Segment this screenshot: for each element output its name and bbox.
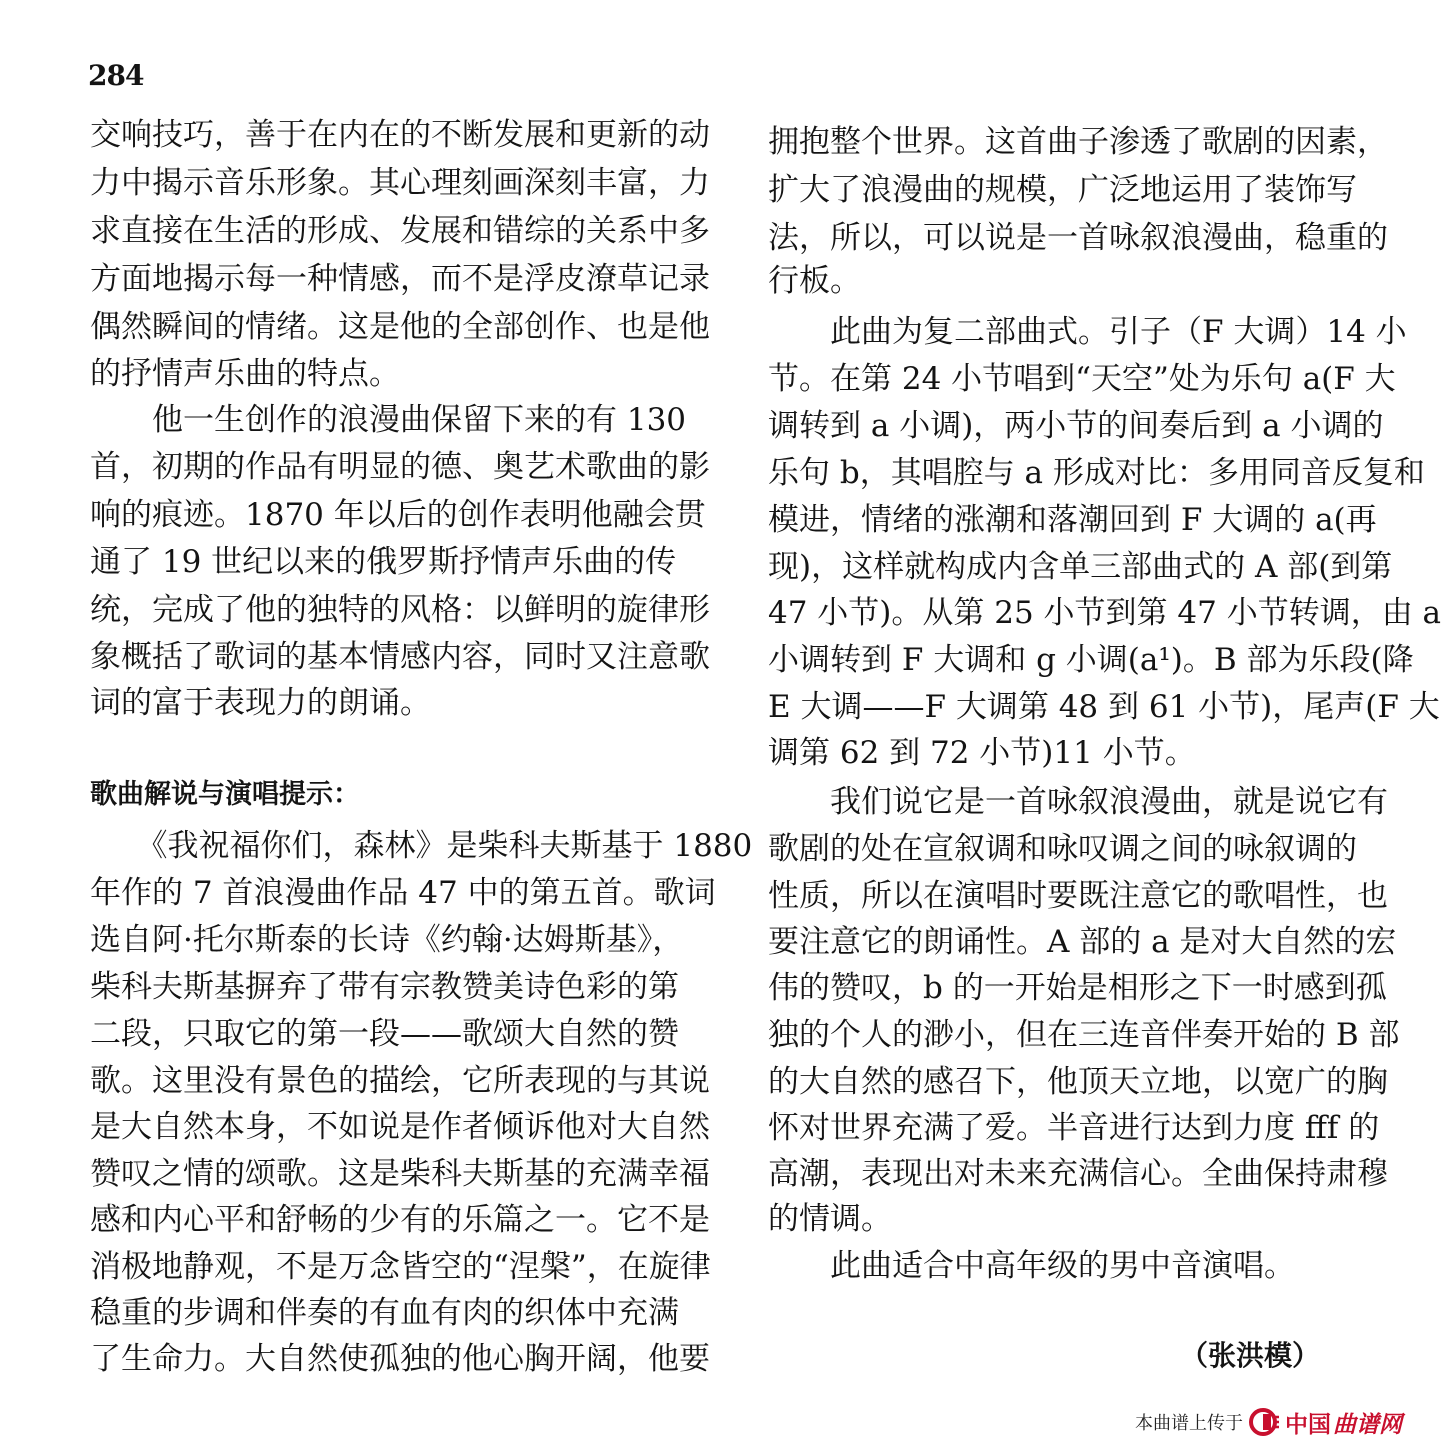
text-line: 调转到 a 小调)，两小节的间奏后到 a 小调的 [768,408,1384,444]
text-line: 了生命力。大自然使孤独的他心胸开阔，他要 [90,1341,710,1377]
text-line: 是大自然本身，不如说是作者倾诉他对大自然 [90,1109,710,1145]
text-line: 二段，只取它的第一段——歌颂大自然的赞 [90,1016,679,1052]
text-line: 乐句 b，其唱腔与 a 形成对比：多用同音反复和 [768,455,1425,491]
upload-text: 本曲谱上传于 [1135,1413,1243,1434]
text-line: 高潮，表现出对未来充满信心。全曲保持肃穆 [768,1156,1388,1192]
text-line: 性质，所以在演唱时要既注意它的歌唱性，也 [768,878,1388,914]
text-line: 稳重的步调和伴奏的有血有肉的织体中充满 [90,1295,679,1331]
text-line: E 大调——F 大调第 48 到 61 小节)，尾声(F 大 [768,689,1440,725]
text-line: 词的富于表现力的朗诵。 [90,685,431,721]
text-line: 小调转到 F 大调和 g 小调(a¹)。B 部为乐段(降 [768,642,1414,678]
text-line: 扩大了浪漫曲的规模，广泛地运用了装饰写 [768,172,1357,208]
author-signature: （张洪模） [1180,1339,1321,1372]
text-line: 年作的 7 首浪漫曲作品 47 中的第五首。歌词 [90,875,716,911]
text-line: 求直接在生活的形成、发展和错综的关系中多 [90,213,710,249]
page-number: 284 [88,59,144,92]
text-line: 的抒情声乐曲的特点。 [90,356,400,392]
text-line: 我们说它是一首咏叙浪漫曲，就是说它有 [768,784,1388,820]
text-line: 的大自然的感召下，他顶天立地，以宽广的胸 [768,1064,1388,1100]
text-line: 消极地静观，不是万念皆空的“涅槃”，在旋律 [90,1249,711,1285]
site-logo-icon [1249,1407,1281,1437]
text-line: 拥抱整个世界。这首曲子渗透了歌剧的因素， [768,124,1388,160]
text-line: 歌。这里没有景色的描绘，它所表现的与其说 [90,1063,710,1099]
text-line: 首，初期的作品有明显的德、奥艺术歌曲的影 [90,449,710,485]
text-line: 行板。 [768,263,861,299]
text-line: 的情调。 [768,1201,892,1237]
text-line: 通了 19 世纪以来的俄罗斯抒情声乐曲的传 [90,544,677,580]
site-name: 曲谱网 [1333,1411,1402,1438]
text-line: 响的痕迹。1870 年以后的创作表明他融会贯 [90,497,706,533]
text-line: 47 小节)。从第 25 小节到第 47 小节转调，由 a [768,595,1442,631]
text-line: 《我祝福你们，森林》是柴科夫斯基于 1880 [90,828,753,864]
section-heading: 歌曲解说与演唱提示： [90,779,360,810]
text-line: 怀对世界充满了爱。半音进行达到力度 fff 的 [768,1110,1380,1146]
text-line: 要注意它的朗诵性。A 部的 a 是对大自然的宏 [768,924,1397,960]
text-line: 偶然瞬间的情绪。这是他的全部创作、也是他 [90,309,710,345]
text-line: 柴科夫斯基摒弃了带有宗教赞美诗色彩的第 [90,969,679,1005]
text-line: 赞叹之情的颂歌。这是柴科夫斯基的充满幸福 [90,1156,710,1192]
text-line: 力中揭示音乐形象。其心理刻画深刻丰富，力 [90,165,710,201]
text-line: 交响技巧，善于在内在的不断发展和更新的动 [90,117,710,153]
text-line: 独的个人的渺小，但在三连音伴奏开始的 B 部 [768,1017,1400,1053]
text-line: 感和内心平和舒畅的少有的乐篇之一。它不是 [90,1202,710,1238]
text-line: 法，所以，可以说是一首咏叙浪漫曲，稳重的 [768,220,1388,256]
text-line: 他一生创作的浪漫曲保留下来的有 130 [90,402,687,438]
text-line: 歌剧的处在宣叙调和咏叹调之间的咏叙调的 [768,831,1357,867]
text-line: 节。在第 24 小节唱到“天空”处为乐句 a(F 大 [768,361,1396,397]
text-line: 伟的赞叹，b 的一开始是相形之下一时感到孤 [768,970,1387,1006]
text-line: 模进，情绪的涨潮和落潮回到 F 大调的 a(再 [768,502,1377,538]
text-line: 此曲适合中高年级的男中音演唱。 [768,1248,1295,1284]
text-line: 象概括了歌词的基本情感内容，同时又注意歌 [90,639,710,675]
text-line: 现)，这样就构成内含单三部曲式的 A 部(到第 [768,549,1393,585]
site-name-cn: 中国 [1285,1411,1331,1438]
watermark-footer [1135,1404,1402,1440]
text-line: 此曲为复二部曲式。引子（F 大调）14 小 [768,314,1407,350]
text-line: 方面地揭示每一种情感，而不是浮皮潦草记录 [90,261,710,297]
text-line: 统，完成了他的独特的风格：以鲜明的旋律形 [90,592,710,628]
text-line: 调第 62 到 72 小节)11 小节。 [768,735,1196,771]
text-line: 选自阿·托尔斯泰的长诗《约翰·达姆斯基》， [90,922,684,958]
